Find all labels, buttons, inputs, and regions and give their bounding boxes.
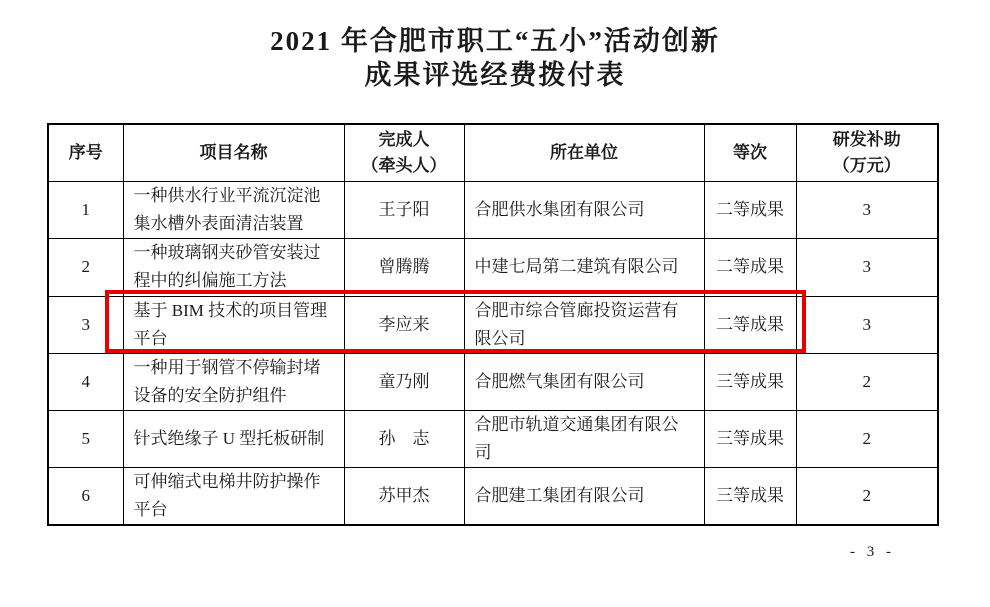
cell-grade: 二等成果 — [704, 296, 796, 353]
cell-person: 孙 志 — [344, 410, 464, 467]
page-title-line1: 2021 年合肥市职工“五小”活动创新 — [270, 26, 720, 56]
cell-unit: 中建七局第二建筑有限公司 — [464, 238, 704, 296]
table-row — [48, 181, 938, 238]
cell-project: 一种供水行业平流沉淀池集水槽外表面清洁装置 — [123, 181, 344, 238]
cell-project: 一种用于钢管不停输封堵设备的安全防护组件 — [123, 353, 344, 410]
table-row — [48, 410, 938, 467]
table-row — [48, 238, 938, 296]
cell-serial: 2 — [48, 238, 123, 296]
cell-grade: 三等成果 — [704, 353, 796, 410]
cell-unit: 合肥市综合管廊投资运营有限公司 — [464, 296, 704, 353]
cell-serial: 4 — [48, 353, 123, 410]
cell-unit: 合肥燃气集团有限公司 — [464, 353, 704, 410]
cell-grade: 二等成果 — [704, 181, 796, 238]
cell-person: 王子阳 — [344, 181, 464, 238]
cell-person: 苏甲杰 — [344, 467, 464, 525]
cell-grade: 三等成果 — [704, 467, 796, 525]
page-title-line2: 成果评选经费拨付表 — [364, 60, 626, 90]
cell-serial: 5 — [48, 410, 123, 467]
cell-serial: 1 — [48, 181, 123, 238]
header-cell: 项目名称 — [123, 124, 344, 181]
cell-project: 针式绝缘子 U 型托板研制 — [123, 410, 344, 467]
cell-project: 一种玻璃钢夹砂管安装过程中的纠偏施工方法 — [123, 238, 344, 296]
page-title — [0, 24, 990, 92]
cell-grade: 三等成果 — [704, 410, 796, 467]
header-cell: 完成人 （牵头人） — [344, 124, 464, 181]
cell-unit: 合肥供水集团有限公司 — [464, 181, 704, 238]
cell-subsidy: 3 — [796, 238, 938, 296]
header-cell: 研发补助 （万元） — [796, 124, 938, 181]
cell-subsidy: 3 — [796, 181, 938, 238]
page-number: - 3 - — [850, 544, 895, 560]
cell-person: 曾腾腾 — [344, 238, 464, 296]
cell-serial: 3 — [48, 296, 123, 353]
table-row-highlighted — [48, 296, 938, 353]
cell-subsidy: 2 — [796, 467, 938, 525]
header-cell: 等次 — [704, 124, 796, 181]
cell-grade: 二等成果 — [704, 238, 796, 296]
table-header-row — [48, 124, 938, 181]
cell-person: 童乃刚 — [344, 353, 464, 410]
header-cell: 所在单位 — [464, 124, 704, 181]
cell-project: 可伸缩式电梯井防护操作平台 — [123, 467, 344, 525]
header-cell: 序号 — [48, 124, 123, 181]
cell-unit: 合肥市轨道交通集团有限公司 — [464, 410, 704, 467]
cell-subsidy: 3 — [796, 296, 938, 353]
cell-subsidy: 2 — [796, 410, 938, 467]
table-row — [48, 353, 938, 410]
table-row — [48, 467, 938, 525]
funding-table — [47, 123, 939, 526]
cell-unit: 合肥建工集团有限公司 — [464, 467, 704, 525]
cell-project: 基于 BIM 技术的项目管理平台 — [123, 296, 344, 353]
cell-subsidy: 2 — [796, 353, 938, 410]
cell-person: 李应来 — [344, 296, 464, 353]
cell-serial: 6 — [48, 467, 123, 525]
